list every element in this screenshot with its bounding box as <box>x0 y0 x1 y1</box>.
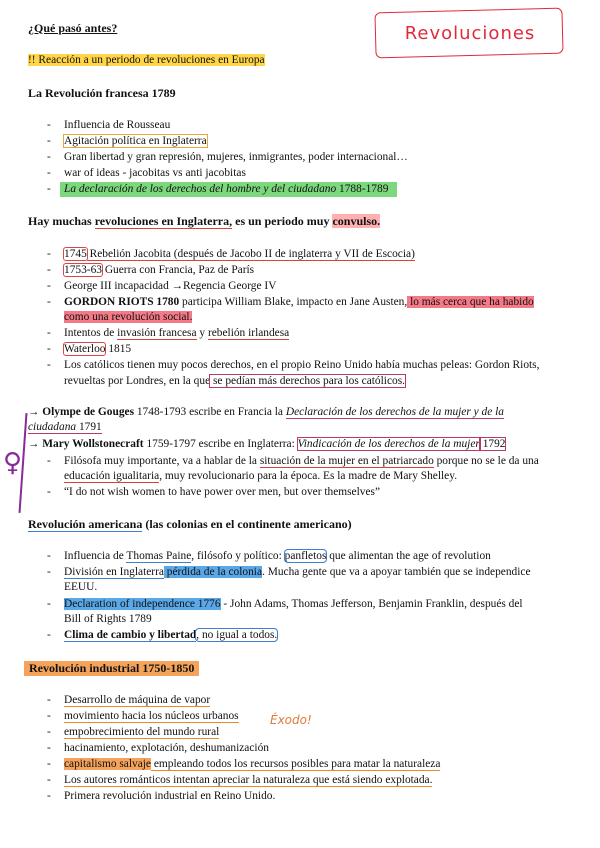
bullet: - <box>47 455 51 467</box>
american-revolution-title: Revolución americana (las colonias en el continente americano) <box>28 517 352 531</box>
england-title: Hay muchas revoluciones en Inglaterra, es un periodo muy convulso. <box>28 214 381 228</box>
list-item-continued: revueltas por Londres, en la que se pedían más derechos para los católicos. <box>64 375 405 387</box>
list-item: Agitación política en Inglaterra <box>64 135 207 147</box>
bullet: - <box>47 486 51 498</box>
bullet: - <box>47 742 51 754</box>
list-item-continued: EEUU. <box>64 581 98 593</box>
bullet: - <box>47 566 51 578</box>
list-item: Los autores románticos intentan apreciar la naturaleza que está siendo explotada. <box>64 774 433 786</box>
bullet: - <box>47 774 51 786</box>
bullet: - <box>47 151 51 163</box>
list-item: Gran libertad y gran represión, mujeres, inmigrantes, poder internacional… <box>64 151 408 163</box>
industrial-revolution-title: Revolución industrial 1750-1850 <box>24 661 199 676</box>
bullet: - <box>47 726 51 738</box>
bullet: - <box>47 135 51 147</box>
bullet: - <box>47 296 51 308</box>
list-item-continued: Bill of Rights 1789 <box>64 613 152 625</box>
list-item: GORDON RIOTS 1780 participa William Blake, impacto en Jane Austen, lo más cerca que ha habido <box>64 296 534 308</box>
wollstonecraft-line: → Mary Wollstonecraft 1759-1797 escribe en Inglaterra: Vindicación de los derechos de la mujer 1792 <box>28 438 506 450</box>
list-item-quote: “I do not wish women to have power over men, but over themselves” <box>64 486 381 498</box>
french-revolution-title: La Revolución francesa 1789 <box>28 86 176 100</box>
bullet: - <box>47 183 51 195</box>
list-item: Waterloo 1815 <box>64 343 132 355</box>
bullet: - <box>47 694 51 706</box>
bullet: - <box>47 280 51 292</box>
bullet: - <box>47 327 51 339</box>
handwritten-note: Éxodo! <box>270 713 312 727</box>
list-item: hacinamiento, explotación, deshumanización <box>64 742 269 754</box>
list-item: Desarrollo de máquina de vapor <box>64 694 211 706</box>
list-item-continued: como una revolución social. <box>64 311 193 323</box>
list-item: Filósofa muy importante, va a hablar de la situación de la mujer en el patriarcado porque no se le da una <box>64 455 539 467</box>
list-item: 1753-63 Guerra con Francia, Paz de París <box>64 264 255 276</box>
list-item: La declaración de los derechos del hombre y del ciudadano 1788-1789 <box>60 182 397 197</box>
bullet: - <box>47 248 51 260</box>
list-item: Primera revolución industrial en Reino Unido. <box>64 790 276 802</box>
list-item: 1745 Rebelión Jacobita (después de Jacobo II de inglaterra y VII de Escocia) <box>64 248 415 260</box>
bullet: - <box>47 629 51 641</box>
list-item: empobrecimiento del mundo rural <box>64 726 220 738</box>
bullet: - <box>47 550 51 562</box>
bullet: - <box>47 710 51 722</box>
bullet: - <box>47 758 51 770</box>
female-symbol-icon: ♀ <box>3 448 23 478</box>
bullet: - <box>47 598 51 610</box>
list-item: Intentos de invasión francesa y rebelión irlandesa <box>64 327 290 339</box>
list-item-continued: educación igualitaria, muy revolucionario para la época. Es la madre de Mary Shelley. <box>64 470 458 482</box>
list-item: capitalismo salvaje empleando todos los recursos posibles para matar la naturaleza <box>64 758 441 770</box>
page-heading: ¿Qué pasó antes? <box>28 21 118 35</box>
list-item: Influencia de Thomas Paine, filósofo y político: panfletos que alimentan the age of revolution <box>64 550 491 562</box>
list-item: George III incapacidad →Regencia George IV <box>64 280 277 292</box>
list-item: Clima de cambio y libertad, no igual a todos. <box>64 629 278 641</box>
handwritten-title: Revoluciones <box>404 23 536 44</box>
bullet: - <box>47 343 51 355</box>
list-item: Declaration of independence 1776 - John Adams, Thomas Jefferson, Benjamin Franklin, después del <box>64 598 523 610</box>
bullet: - <box>47 167 51 179</box>
bullet: - <box>47 790 51 802</box>
bullet: - <box>47 264 51 276</box>
reaction-note: !! Reacción a un periodo de revoluciones en Europa <box>28 54 265 66</box>
bullet: - <box>47 359 51 371</box>
list-item: División en Inglaterra pérdida de la colonia. Mucha gente que va a apoyar también que se independice <box>64 566 531 578</box>
bullet: - <box>47 119 51 131</box>
list-item: Influencia de Rousseau <box>64 119 171 131</box>
list-item: war of ideas - jacobitas vs anti jacobitas <box>64 167 246 179</box>
list-item: movimiento hacia los núcleos urbanos <box>64 710 239 722</box>
olympe-line-continued: ciudadana 1791 <box>28 421 102 433</box>
list-item: Los católicos tienen muy pocos derechos, en el propio Reino Unido había muchas peleas: Gordon Riots, <box>64 359 540 371</box>
olympe-line: → Olympe de Gouges 1748-1793 escribe en Francia la Declaración de los derechos de la mujer y de la <box>28 406 505 418</box>
